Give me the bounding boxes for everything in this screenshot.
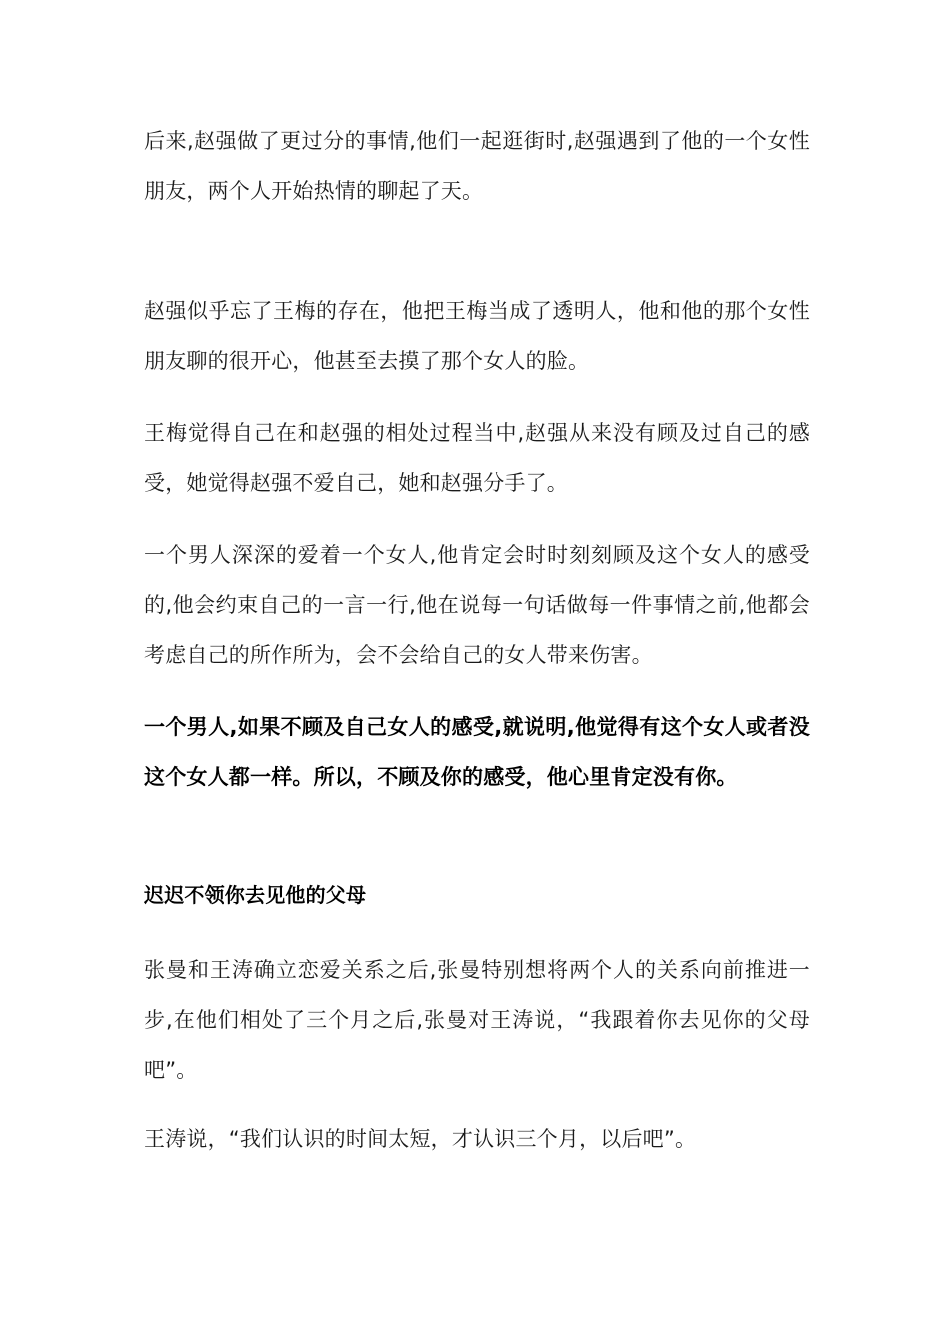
paragraph-5-emphasis: 一个男人,如果不顾及自己女人的感受,就说明,他觉得有这个女人或者没这个女人都一样。所以，不顾及你的感受，他心里肯定没有你。: [144, 715, 810, 789]
paragraph-3: 王梅觉得自己在和赵强的相处过程当中,赵强从来没有顾及过自己的感受，她觉得赵强不爱自己，她和赵强分手了。: [144, 421, 810, 495]
paragraph-2: 赵强似乎忘了王梅的存在，他把王梅当成了透明人，他和他的那个女性朋友聊的很开心，他甚至去摸了那个女人的脸。: [144, 299, 810, 373]
paragraph-4: 一个男人深深的爱着一个女人,他肯定会时时刻刻顾及这个女人的感受的,他会约束自己的一言一行,他在说每一句话做每一件事情之前,他都会考虑自己的所作所为，会不会给自己的女人带来伤害。: [144, 543, 810, 667]
section-heading: 迟迟不领你去见他的父母: [144, 883, 367, 907]
paragraph-6: 张曼和王涛确立恋爱关系之后,张曼特别想将两个人的关系向前推进一步,在他们相处了三个月之后,张曼对王涛说，“我跟着你去见你的父母吧”。: [144, 958, 810, 1082]
paragraph-7: 王涛说，“我们认识的时间太短，才认识三个月，以后吧”。: [144, 1127, 697, 1151]
paragraph-1: 后来,赵强做了更过分的事情,他们一起逛街时,赵强遇到了他的一个女性朋友，两个人开始热情的聊起了天。: [144, 129, 810, 203]
